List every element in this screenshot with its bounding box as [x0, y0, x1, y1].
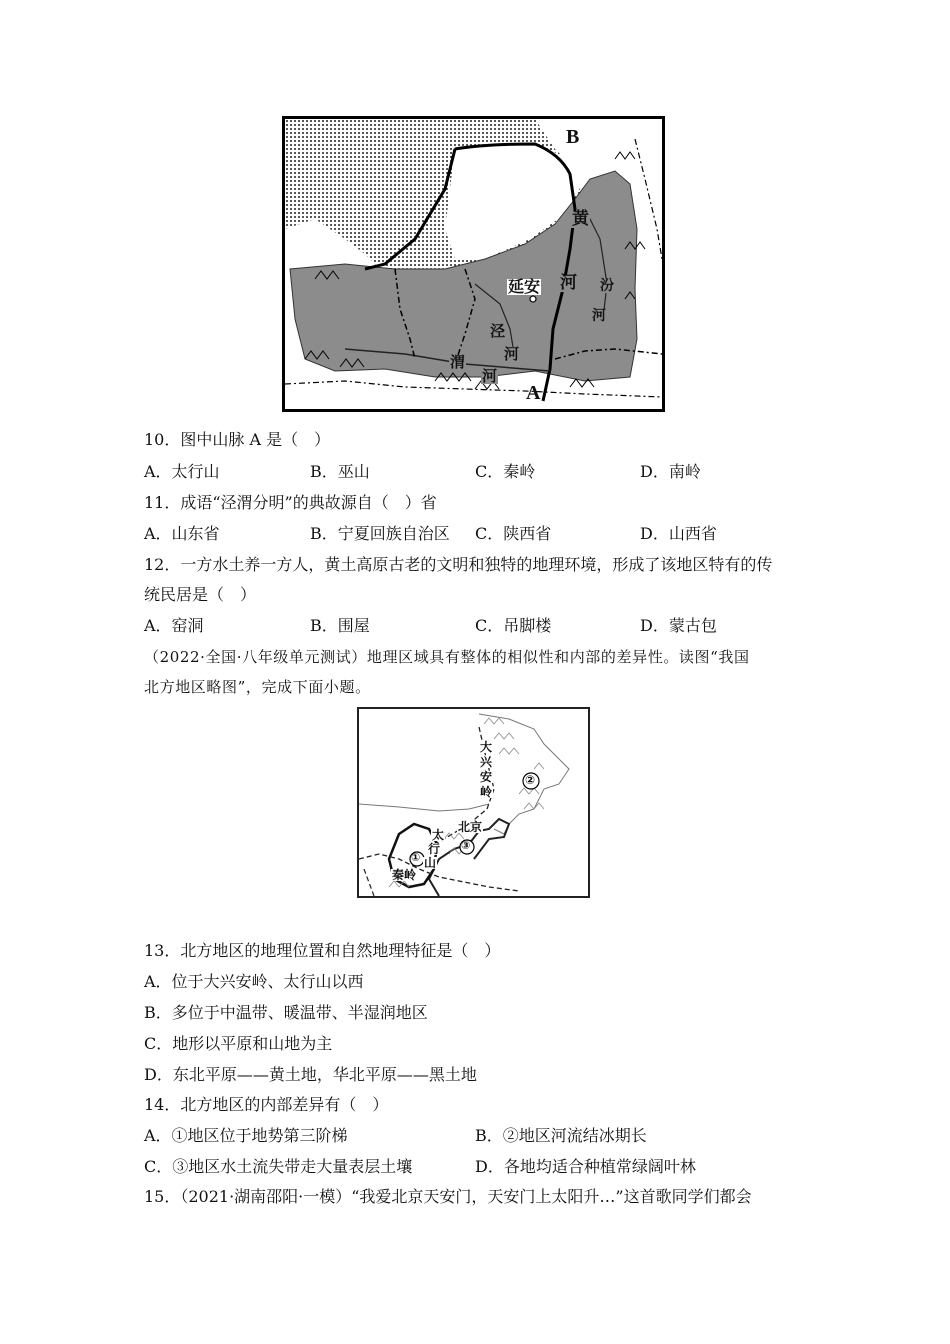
map1-huanghe-2: 河 [560, 273, 577, 293]
q14-option-d: D．各地均适合种植常绿阔叶林 [475, 1157, 696, 1176]
q12-option-b: B．围屋 [310, 616, 370, 635]
q10-option-d: D．南岭 [640, 462, 701, 481]
map2-taihangshan-2: 行 [428, 842, 441, 856]
intro-line2: 北方地区略图”，完成下面小题。 [144, 678, 371, 696]
q11-stem: 11．成语“泾渭分明”的典故源自（ ）省 [144, 493, 437, 512]
map2-daxinganling-3: 安 [480, 770, 493, 784]
q11-option-d: D．山西省 [640, 524, 717, 543]
map2-daxinganling-1: 大 [480, 740, 493, 754]
q14-option-b: B．②地区河流结冰期长 [475, 1126, 647, 1145]
q10-option-c: C．秦岭 [475, 462, 536, 481]
q11-option-a: A．山东省 [144, 524, 220, 543]
north-china-map [357, 707, 590, 898]
q13-option-b: B．多位于中温带、暖温带、半湿润地区 [144, 1003, 428, 1022]
map1-jinghe-2: 河 [504, 345, 520, 363]
q12-option-d: D．蒙古包 [640, 616, 717, 635]
map2-circle-2: ② [525, 773, 536, 787]
q13-option-d: D．东北平原——黄土地，华北平原——黑土地 [144, 1065, 477, 1084]
q12-stem-line1: 12．一方水土养一方人，黄土高原古老的文明和独特的地理环境，形成了该地区特有的传 [144, 555, 773, 574]
q10-option-b: B．巫山 [310, 462, 370, 481]
q11-option-b: B．宁夏回族自治区 [310, 524, 450, 543]
map2-taihangshan-1: 太 [432, 828, 445, 842]
map2-taihangshan-3: 山 [424, 856, 437, 870]
q12-option-a: A．窑洞 [144, 616, 204, 635]
q14-option-a: A．①地区位于地势第三阶梯 [144, 1126, 348, 1145]
map1-jinghe-1: 泾 [490, 322, 506, 340]
map1-weihe-1: 渭 [450, 353, 466, 371]
map1-fenhe-1: 汾 [600, 278, 614, 294]
map1-weihe-2: 河 [482, 367, 498, 385]
map2-daxinganling-2: 兴 [480, 755, 493, 769]
q11-option-c: C．陕西省 [475, 524, 552, 543]
intro-line1: （2022·全国·八年级单元测试）地理区域具有整体的相似性和内部的差异性。读图“我国 [144, 648, 750, 666]
map1-label-b: B [566, 126, 580, 148]
q13-option-a: A．位于大兴安岭、太行山以西 [144, 972, 364, 991]
q13-stem: 13．北方地区的地理位置和自然地理特征是（ ） [144, 941, 501, 960]
q15-stem: 15．（2021·湖南邵阳·一模）“我爱北京天安门，天安门上太阳升…”这首歌同学们都会 [144, 1187, 752, 1206]
loess-plateau-map [282, 116, 665, 412]
q10-stem: 10．图中山脉 A 是（ ） [144, 430, 331, 449]
q12-stem-line2: 统民居是（ ） [144, 585, 257, 604]
q10-option-a: A．太行山 [144, 462, 220, 481]
q12-option-c: C．吊脚楼 [475, 616, 552, 635]
map1-label-a: A [526, 382, 541, 404]
map2-circle-3: ③ [461, 839, 471, 852]
q13-option-c: C．地形以平原和山地为主 [144, 1034, 333, 1053]
map1-huanghe-1: 黄 [572, 209, 589, 229]
loess-plateau-map-drawing [285, 119, 662, 409]
map1-yanan: 延安 [508, 277, 541, 296]
q14-stem: 14．北方地区的内部差异有（ ） [144, 1095, 389, 1114]
map2-beijing: 北京 [458, 820, 483, 834]
map2-circle-1: ① [411, 851, 421, 864]
q14-option-c: C．③地区水土流失带走大量表层土壤 [144, 1157, 413, 1176]
map1-fenhe-2: 河 [592, 308, 606, 324]
map2-qinling: 秦岭 [392, 868, 417, 882]
map2-daxinganling-4: 岭 [480, 785, 493, 799]
